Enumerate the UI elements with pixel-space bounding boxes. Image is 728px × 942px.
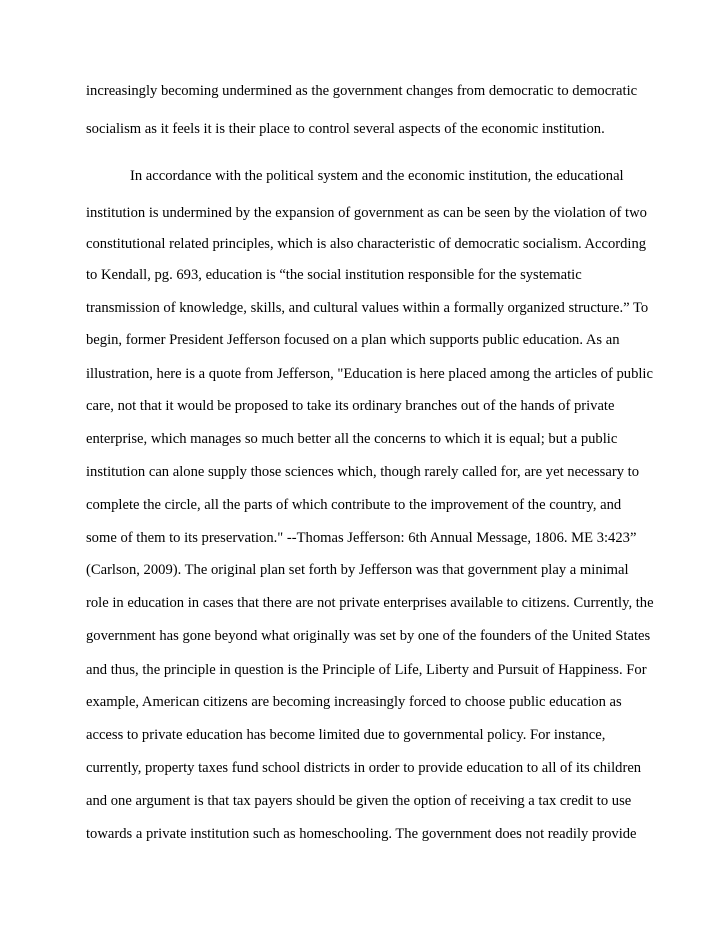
text-line: example, American citizens are becoming increasingly forced to choose public education as	[86, 694, 622, 710]
text-line: institution can alone supply those sciences which, though rarely called for, are yet necessary to	[86, 464, 639, 480]
text-line: increasingly becoming undermined as the government changes from democratic to democratic	[86, 83, 638, 99]
text-line: begin, former President Jefferson focused on a plan which supports public education. As an	[86, 332, 620, 348]
text-line: complete the circle, all the parts of which contribute to the improvement of the country, and	[86, 497, 622, 513]
text-line: (Carlson, 2009). The original plan set forth by Jefferson was that government play a minimal	[86, 562, 629, 578]
text-line: currently, property taxes fund school districts in order to provide education to all of its children	[86, 760, 642, 776]
text-line: transmission of knowledge, skills, and cultural values within a formally organized structure.” To	[86, 300, 649, 316]
text-line: government has gone beyond what originally was set by one of the founders of the United States	[86, 628, 651, 644]
text-line: towards a private institution such as homeschooling. The government does not readily provide	[86, 826, 637, 842]
text-line: constitutional related principles, which is also characteristic of democratic socialism. According	[86, 236, 647, 252]
text-line: illustration, here is a quote from Jefferson, "Education is here placed among the articles of public	[86, 366, 653, 382]
text-line: care, not that it would be proposed to take its ordinary branches out of the hands of private	[86, 398, 615, 414]
text-line: institution is undermined by the expansion of government as can be seen by the violation of two	[86, 205, 647, 221]
text-line: enterprise, which manages so much better all the concerns to which it is equal; but a public	[86, 431, 618, 447]
text-line: role in education in cases that there are not private enterprises available to citizens. Currently, the	[86, 595, 654, 611]
text-line: some of them to its preservation." --Thomas Jefferson: 6th Annual Message, 1806. ME 3:423”	[86, 530, 637, 546]
text-line: and one argument is that tax payers should be given the option of receiving a tax credit to use	[86, 793, 632, 809]
text-line: access to private education has become limited due to governmental policy. For instance,	[86, 727, 606, 743]
text-line: socialism as it feels it is their place to control several aspects of the economic institution.	[86, 121, 605, 137]
paragraph-first-line: In accordance with the political system and the economic institution, the educational	[130, 168, 624, 184]
text-line: to Kendall, pg. 693, education is “the social institution responsible for the systematic	[86, 267, 582, 283]
text-line: and thus, the principle in question is the Principle of Life, Liberty and Pursuit of Happiness. For	[86, 662, 647, 678]
